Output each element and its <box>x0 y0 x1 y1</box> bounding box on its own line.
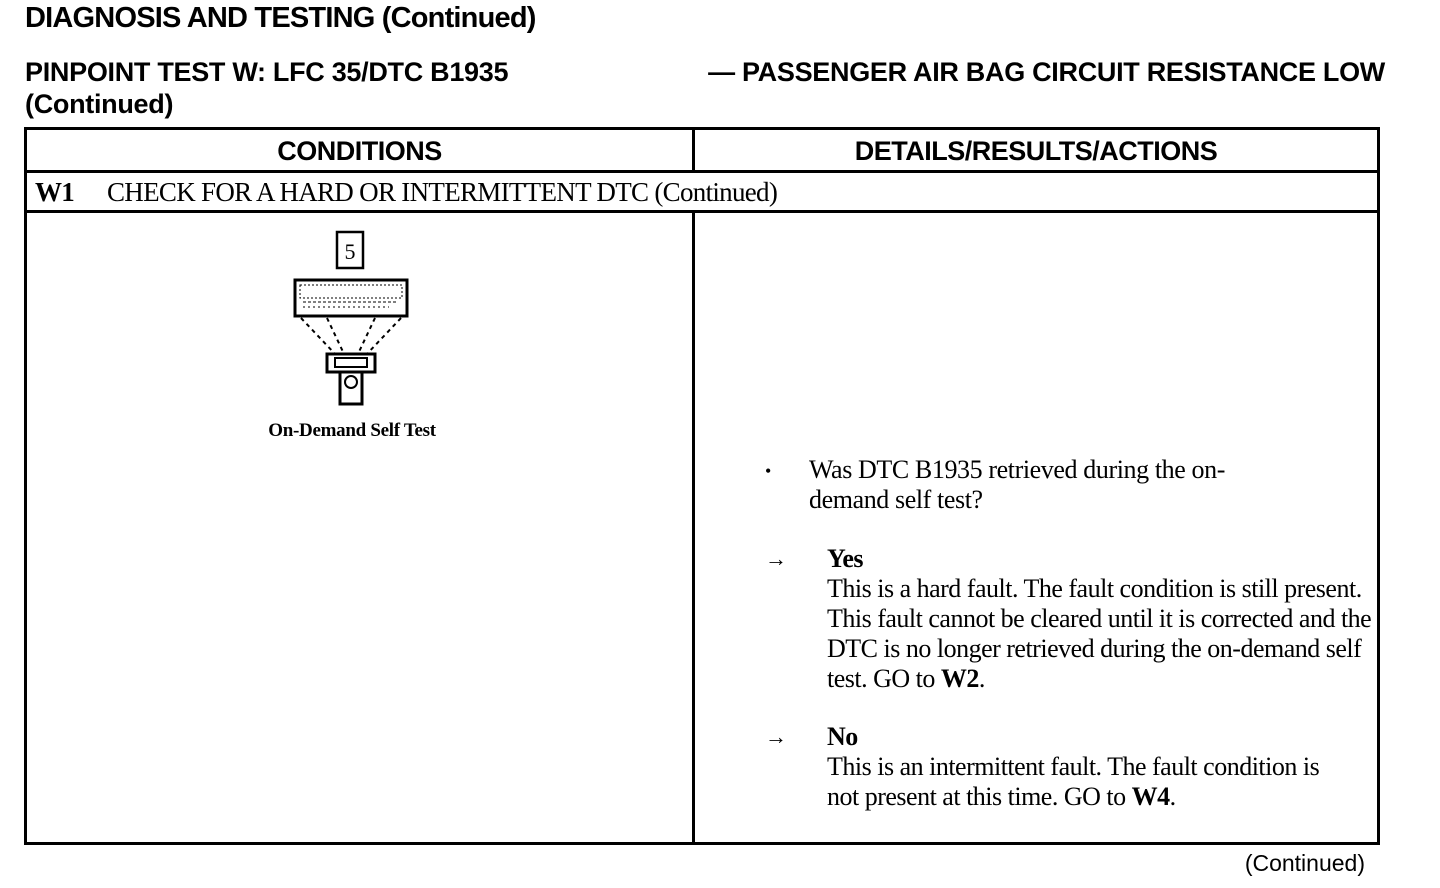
question-text: Was DTC B1935 retrieved during the on-demand self test? <box>809 455 1225 514</box>
answer-yes-label: Yes <box>827 544 864 573</box>
test-title-continued: (Continued) <box>25 89 174 119</box>
diagram-step-number: 5 <box>344 239 356 264</box>
step-row <box>35 175 777 210</box>
body-column-divider <box>692 210 695 842</box>
answer-no-text: This is an intermittent fault. The fault condition is not present at this time. GO to <box>827 752 1320 811</box>
on-demand-self-test-diagram <box>289 230 415 415</box>
continued-footer: (Continued) <box>1244 850 1365 876</box>
step-number: W1 <box>35 177 75 207</box>
diagram-caption: On-Demand Self Test <box>268 420 436 441</box>
question-item <box>765 455 1269 515</box>
bullet-icon: • <box>765 461 771 481</box>
answer-no <box>765 722 1327 812</box>
arrow-right-icon: → <box>765 724 787 749</box>
column-header-details: DETAILS/RESULTS/ACTIONS <box>854 135 1218 166</box>
goto-step-w4[interactable]: W4 <box>1131 782 1170 811</box>
pinpoint-test-title <box>25 56 1385 120</box>
answer-yes-body <box>827 544 1372 694</box>
scan-tool-connected-to-dlc-icon <box>289 230 415 410</box>
header-divider <box>27 170 1377 173</box>
answer-no-end: . <box>1169 782 1176 811</box>
answer-no-body <box>827 722 1327 812</box>
answer-no-label: No <box>827 722 858 751</box>
answer-yes-text: This is a hard fault. The fault condition is still present. This fault cannot be cleared until it is corrected and the DTC is no longer retrieved during the on-demand self test. GO to <box>827 574 1372 693</box>
arrow-right-icon: → <box>765 546 787 571</box>
test-title-left: PINPOINT TEST W: LFC 35/DTC B1935 <box>25 57 509 87</box>
column-header-conditions: CONDITIONS <box>277 135 442 166</box>
test-title-right: — PASSENGER AIR BAG CIRCUIT RESISTANCE LOW <box>708 57 1385 87</box>
goto-step-w2[interactable]: W2 <box>940 664 979 693</box>
step-title: CHECK FOR A HARD OR INTERMITTENT DTC (Continued) <box>107 177 778 207</box>
answer-yes <box>765 544 1372 694</box>
answer-yes-end: . <box>978 664 985 693</box>
section-title: DIAGNOSIS AND TESTING (Continued) <box>25 2 536 34</box>
header-column-divider <box>692 130 695 172</box>
pinpoint-test-table <box>24 127 1380 845</box>
step-divider <box>27 210 1377 213</box>
